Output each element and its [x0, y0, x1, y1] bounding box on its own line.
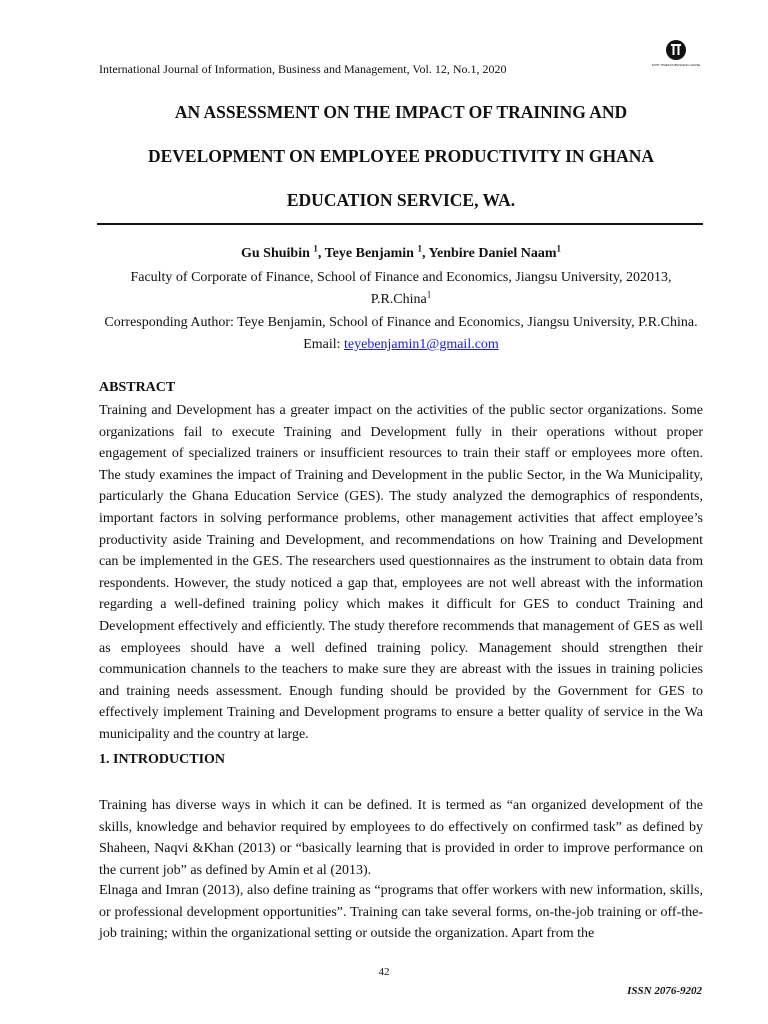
publisher-logo	[648, 38, 704, 68]
intro-paragraph-1: Training has diverse ways in which it can be defined. It is termed as “an organized development of the skills, knowledge and behavior required by employees to do effectively on confirmed task” as defined by Shaheen, Naqvi &Khan (2013) or “basically learning that is provided in order to improve performance on the current job” as defined by Amin et al (2013).	[99, 798, 703, 878]
title-divider	[97, 223, 703, 225]
introduction-heading: 1. INTRODUCTION	[99, 752, 226, 767]
affiliation-line-1: Faculty of Corporate of Finance, School of Finance and Economics, Jiangsu University, 202013,	[130, 270, 672, 285]
author-list: Gu Shuibin $^1$, Teye Benjamin $^1$, Yenbire Daniel Naam$^1$	[240, 243, 562, 261]
paper-title-line-1: AN ASSESSMENT ON THE IMPACT OF TRAINING AND	[174, 102, 628, 122]
issn: ISSN 2076-9202	[627, 985, 702, 997]
logo-text: SUST TIMES PUBLISHING HOUSE	[651, 63, 701, 67]
email-link[interactable]: teyebenjamin1@gmail.com	[344, 337, 499, 352]
author-name: Gu Shuibin	[240, 246, 310, 261]
affiliation-line-2: P.R.China$^1$	[370, 289, 432, 307]
abstract-heading: ABSTRACT	[99, 380, 176, 395]
page-number: 42	[378, 966, 390, 978]
author-name: Teye Benjamin	[324, 246, 414, 261]
abstract-text: Training and Development has a greater impact on the activities of the public sector organizations. Some organizations fail to execute Training and Development fully in their operations without proper engagement of specialized trainers or insufficient resources to train their staff or employees more often. The study examines the impact of Training and Development in the public Sector, in the Wa Municipality, particularly the Ghana Education Service (GES). The study analyzed the demographics of respondents, important factors in solving performance problems, other management activities that affect employee’s productivity aside Training and Development, and recommendations on how Training and Development can be implemented in the GES. The researchers used questionnaires as the instrument to obtain data from respondents. However, the study noticed a gap that, employees are not well abreast with the information regarding a well-defined training policy which makes it difficult for GES to conduct Training and Development effectively and efficiently. The study therefore recommends that management of GES as well as employees should have a well defined training policy. Management should strengthen their communication channels to the teachers to make sure they are abreast with the issues in training policies and training needs assessment. Enough funding should be provided by the Government for GES to effectively implement Training and Development programs to ensure a better quality of service in the Wa municipality and the country at large.	[99, 403, 703, 742]
author-name: Yenbire Daniel Naam	[428, 246, 557, 261]
intro-paragraph-2: Elnaga and Imran (2013), also define training as “programs that offer workers with new information, skills, or professional development opportunities”. Training can take several forms, on-the-job training or off-the-job training; within the organizational setting or outside the organization. Apart from the	[99, 883, 703, 942]
paper-title-line-2: DEVELOPMENT ON EMPLOYEE PRODUCTIVITY IN GHANA	[147, 146, 655, 166]
journal-header: International Journal of Information, Business and Management, Vol. 12, No.1, 2020	[99, 62, 507, 76]
email-line: Email: teyebenjamin1@gmail.com	[303, 337, 499, 352]
paper-title-line-3: EDUCATION SERVICE, WA.	[286, 190, 516, 210]
corresponding-author: Corresponding Author: Teye Benjamin, School of Finance and Economics, Jiangsu University, P.R.China.	[104, 315, 698, 330]
